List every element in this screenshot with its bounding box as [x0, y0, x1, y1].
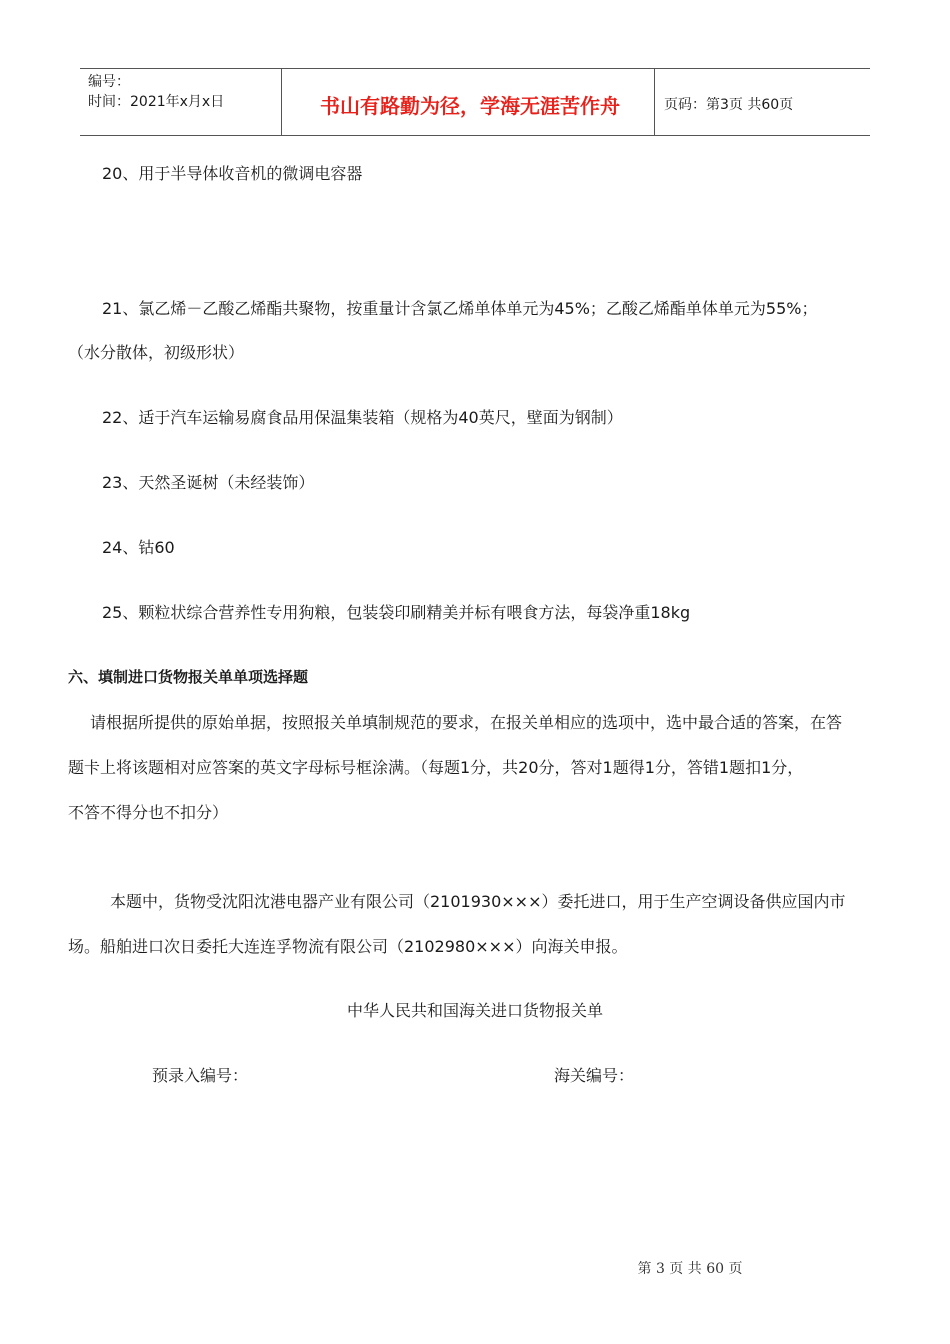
header-bottom-border: [80, 135, 870, 136]
header-top-border: [80, 68, 870, 69]
scenario-line-2: 场。船舶进口次日委托大连连孚物流有限公司（2102980×××）向海关申报。: [68, 937, 628, 956]
form-title: 中华人民共和国海关进口货物报关单: [346, 1001, 603, 1020]
item-24: 24、钴60: [102, 538, 175, 557]
header-page-label: 页码：第3页 共60页: [664, 97, 794, 113]
header-number-label: 编号：: [88, 74, 130, 90]
instructions-line-1: 请根据所提供的原始单据，按照报关单填制规范的要求，在报关单相应的选项中，选中最合适的答案，在答: [90, 713, 843, 732]
item-25: 25、颗粒状综合营养性专用狗粮，包装袋印刷精美并标有喂食方法，每袋净重18kg: [102, 603, 691, 622]
item-21-note: （水分散体，初级形状）: [68, 343, 245, 362]
instructions-line-2: 题卡上将该题相对应答案的英文字母标号框涂满。（每题1分，共20分，答对1题得1分，答错1题扣1分，: [68, 758, 804, 777]
header-divider-right: [654, 68, 655, 136]
header-motto: 书山有路勤为径，学海无涯苦作舟: [320, 94, 620, 118]
item-20: 20、用于半导体收音机的微调电容器: [102, 164, 363, 183]
instructions-line-3: 不答不得分也不扣分）: [68, 803, 229, 822]
item-21: 21、氯乙烯－乙酸乙烯酯共聚物，按重量计含氯乙烯单体单元为45%；乙酸乙烯酯单体单元为55%；: [102, 299, 818, 318]
customs-number-label: 海关编号：: [554, 1066, 635, 1085]
section-title: 六、填制进口货物报关单单项选择题: [68, 668, 309, 686]
header-date-label: 时间：2021年x月x日: [88, 94, 225, 110]
scenario-line-1: 本题中，货物受沈阳沈港电器产业有限公司（2101930×××）委托进口，用于生产空调设备供应国内市: [110, 892, 846, 911]
header-divider-left: [281, 68, 282, 136]
item-23: 23、天然圣诞树（未经装饰）: [102, 473, 315, 492]
pre-entry-label: 预录入编号：: [152, 1066, 249, 1085]
item-22: 22、适于汽车运输易腐食品用保温集装箱（规格为40英尺，壁面为钢制）: [102, 408, 623, 427]
footer-page-number: 第 3 页 共 60 页: [637, 1261, 743, 1277]
